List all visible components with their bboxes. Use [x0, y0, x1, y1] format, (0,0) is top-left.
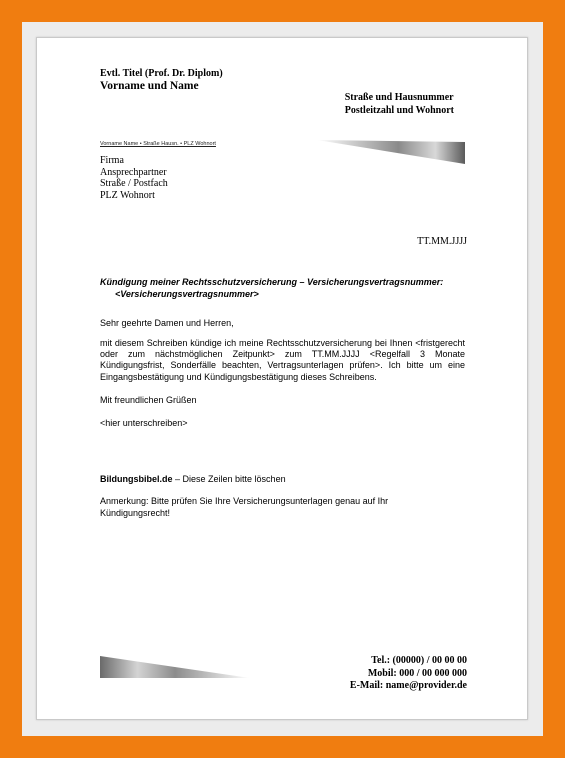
brand-name: Bildungsbibel.de	[100, 474, 173, 484]
contact-mobile: Mobil: 000 / 00 000 000	[367, 667, 467, 679]
remark-note: Anmerkung: Bitte prüfen Sie Ihre Versicherungsunterlagen genau auf Ihr Kündigungsrecht!	[100, 496, 389, 518]
recipient-block	[100, 155, 168, 201]
sender-name: Vorname und Name	[100, 80, 199, 92]
decorative-wedge-bottom	[100, 656, 250, 680]
sender-city: Postleitzahl und Wohnort	[344, 105, 454, 116]
brand-instruction: – Diese Zeilen bitte löschen	[172, 474, 286, 484]
letter-subject	[100, 276, 443, 300]
brand-note	[100, 474, 286, 484]
letter-date: TT.MM.JJJJ	[417, 236, 467, 247]
subject-line-2: <Versicherungsvertragsnummer>	[115, 289, 259, 299]
sender-return-line: Vorname Name • Straße Hausn. • PLZ Wohnort	[100, 141, 216, 147]
salutation: Sehr geehrte Damen und Herren,	[100, 318, 234, 328]
recipient-city: PLZ Wohnort	[100, 189, 155, 201]
signature-placeholder: <hier unterschreiben>	[100, 418, 188, 428]
sender-street: Straße und Hausnummer	[344, 92, 454, 103]
subject-line-1: Kündigung meiner Rechtsschutzversicherung – Versicherungsvertragsnummer:	[100, 277, 444, 287]
contact-email: E-Mail: name@provider.de	[349, 680, 467, 691]
recipient-street: Straße / Postfach	[100, 178, 168, 189]
recipient-contact: Ansprechpartner	[100, 166, 167, 178]
contact-phone: Tel.: (00000) / 00 00 00	[371, 655, 467, 666]
closing-phrase: Mit freundlichen Grüßen	[100, 395, 197, 405]
letter-page	[36, 37, 528, 720]
letter-body: mit diesem Schreiben kündige ich meine Rechtsschutzversicherung bei Ihnen <fristgerecht oder zum nächstmöglichen Zeitpunkt> zum TT.MM.JJJJ <Regelfall 3 Monate Kündigungsfrist, Sonderfälle beachten, Vertragsunterlagen prüfen>. Ich bitte um eine Eingangsbestätigung und Kündigungsbestätigung dieses Schreibens.	[100, 338, 465, 382]
sender-address	[345, 91, 454, 117]
decorative-wedge-top	[317, 140, 465, 164]
contact-block	[350, 655, 467, 693]
sender-title: Evtl. Titel (Prof. Dr. Diplom)	[100, 68, 223, 79]
recipient-company: Firma	[100, 155, 124, 166]
